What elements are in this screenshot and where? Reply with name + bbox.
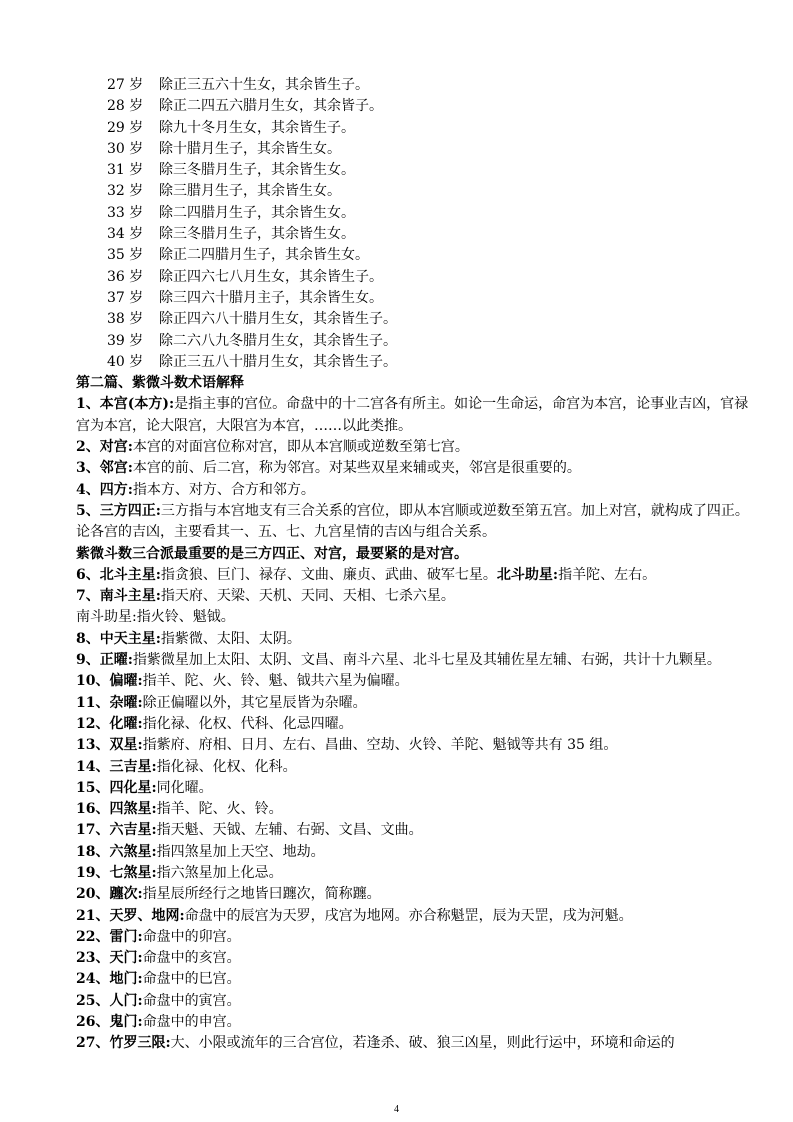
emphasis-line: 紫微斗数三合派最重要的是三方四正、对宫，最要紧的是对宫。	[76, 545, 468, 562]
term-25	[76, 991, 758, 1012]
term-label: 26、鬼门:	[76, 1014, 143, 1031]
term-21	[76, 906, 758, 927]
age-label: 38 岁	[107, 311, 144, 328]
term-7	[76, 586, 758, 607]
term-label: 27、竹罗三限:	[76, 1035, 171, 1052]
age-label: 34 岁	[107, 226, 144, 243]
age-row	[76, 160, 758, 181]
term-4	[76, 480, 758, 501]
term-definition: 指四煞星加上天空、地劫。	[156, 843, 325, 860]
term-definition: 指天魁、天钺、左辅、右弼、文昌、文曲。	[156, 822, 423, 839]
term-definition: 指羊、陀、火、铃、魁、钺共六星为偏曜。	[142, 673, 409, 690]
term-definition: 指本方、对方、合方和邻方。	[132, 481, 315, 498]
age-label: 39 岁	[107, 332, 144, 349]
term-definition: 命盘中的寅宫。	[142, 992, 241, 1009]
term-definition: 命盘中的辰宫为天罗，戌宫为地网。亦合称魁罡，辰为天罡，戌为河魁。	[184, 907, 633, 924]
age-rule-text: 除二四腊月生子，其余皆生女。	[159, 204, 355, 221]
age-rule-text: 除正三五六十生女，其余皆生子。	[159, 77, 369, 93]
term-6	[76, 565, 758, 586]
term-22	[76, 927, 758, 948]
age-row	[76, 96, 758, 117]
term-definition: 指六煞星加上化忌。	[156, 864, 283, 881]
term-definition: 指羊、陀、火、铃。	[156, 801, 283, 818]
term-label: 4、四方:	[76, 481, 133, 498]
term-definition: 同化曜。	[156, 779, 213, 796]
term-26	[76, 1012, 758, 1033]
term-label: 17、六吉星:	[76, 822, 157, 839]
term-definition: 命盘中的申宫。	[142, 1014, 241, 1031]
term-label: 21、天罗、地网:	[76, 907, 185, 924]
age-row	[76, 181, 758, 202]
term-10	[76, 671, 758, 692]
age-row	[76, 267, 758, 288]
term-label: 18、六煞星:	[76, 843, 157, 860]
age-row	[76, 118, 758, 139]
age-label: 28 岁	[107, 98, 144, 115]
term-15	[76, 778, 758, 799]
term-definition: 指贪狼、巨门、禄存、文曲、廉贞、武曲、破军七星。	[160, 566, 497, 583]
age-rule-text: 除二六八九冬腊月生女，其余皆生子。	[159, 332, 397, 349]
term-19	[76, 863, 758, 884]
term-11	[76, 693, 758, 714]
age-label: 27 岁	[107, 77, 144, 93]
term-20	[76, 884, 758, 905]
term-13	[76, 735, 758, 756]
age-table	[76, 75, 758, 373]
term-label: 25、人门:	[76, 992, 143, 1009]
term-24	[76, 969, 758, 990]
age-rule-text: 除三腊月生子，其余皆生女。	[159, 183, 341, 200]
age-label: 30 岁	[107, 140, 144, 157]
term-16	[76, 799, 758, 820]
term-5	[76, 501, 758, 544]
term-label: 7、南斗主星:	[76, 588, 161, 605]
term-definition: 指化禄、化权、代科、化忌四曜。	[142, 715, 353, 732]
term-9	[76, 650, 758, 671]
age-rule-text: 除三冬腊月生子，其余皆生女。	[159, 226, 355, 243]
term-definition: 是指主事的宫位。命盘中的十二宫各有所主。如论一生命运，命宫为本宫，论事业吉凶，官禄宫为本宫，论大限宫，大限宫为本宫，……以此类推。	[76, 396, 749, 434]
term-1	[76, 394, 758, 437]
term-definition: 指星辰所经行之地皆曰躔次，简称躔。	[142, 886, 381, 903]
term-label: 15、四化星:	[76, 779, 157, 796]
term-18	[76, 842, 758, 863]
term-label: 16、四煞星:	[76, 801, 157, 818]
term-label: 8、中天主星:	[76, 630, 161, 647]
section-heading: 第二篇、紫微斗数术语解释	[76, 375, 244, 392]
term-27	[76, 1033, 758, 1054]
term-label: 11、杂曜:	[76, 694, 143, 711]
age-label: 36 岁	[107, 268, 144, 285]
age-row	[76, 75, 758, 96]
age-label: 40 岁	[107, 353, 144, 370]
term-label: 24、地门:	[76, 971, 143, 988]
term-label: 3、邻宫:	[76, 460, 133, 477]
term-definition: 指紫微星加上太阳、太阴、文昌、南斗六星、北斗七星及其辅佐星左辅、右弼，共计十九颗星。	[132, 652, 721, 669]
age-row	[76, 309, 758, 330]
age-label: 35 岁	[107, 247, 144, 264]
term-definition: 除正偏曜以外，其它星辰皆为杂曜。	[142, 694, 367, 711]
age-label: 29 岁	[107, 119, 144, 136]
age-row	[76, 203, 758, 224]
term-label: 12、化曜:	[76, 715, 143, 732]
term-definition: 指天府、天梁、天机、天同、天相、七杀六星。	[160, 588, 455, 605]
term-2	[76, 437, 758, 458]
term-label: 北斗助星:	[496, 566, 559, 583]
term-definition: 指化禄、化权、化科。	[156, 758, 297, 775]
term-label: 10、偏曜:	[76, 673, 143, 690]
term-definition: 本宫的对面宫位称对宫，即从本宫顺或逆数至第七宫。	[132, 439, 469, 456]
age-label: 31 岁	[107, 162, 144, 179]
age-rule-text: 除三四六十腊月主子，其余皆生女。	[159, 289, 383, 306]
term-definition: 大、小限或流年的三合宫位，若逢杀、破、狼三凶星，则此行运中，环境和命运的	[170, 1035, 675, 1052]
term-label: 1、本宫(本方):	[76, 396, 175, 413]
term-label: 5、三方四正:	[76, 502, 161, 519]
age-row	[76, 224, 758, 245]
term-definition: 本宫的前、后二宫，称为邻宫。对某些双星来辅或夹，邻宫是很重要的。	[132, 460, 581, 477]
age-rule-text: 除九十冬月生女，其余皆生子。	[159, 119, 355, 136]
age-row	[76, 352, 758, 373]
term-definition: 命盘中的卯宫。	[142, 928, 241, 945]
age-row	[76, 288, 758, 309]
age-rule-text: 除正四六八十腊月生女，其余皆生子。	[159, 311, 397, 328]
age-row	[76, 331, 758, 352]
age-label: 37 岁	[107, 289, 144, 306]
term-definition: 三方指与本宫地支有三合关系的宫位，即从本宫顺或逆数至第五宫。加上对宫，就构成了四正。论各宫的吉凶，主要看其一、五、七、九宫星情的吉凶与组合关系。	[76, 502, 749, 541]
term-label: 22、雷门:	[76, 928, 143, 945]
term-3	[76, 458, 758, 479]
age-row	[76, 245, 758, 266]
term-14	[76, 757, 758, 778]
term-label: 13、双星:	[76, 737, 143, 754]
age-rule-text: 除正三五八十腊月生女，其余皆生子。	[159, 353, 397, 370]
document-page	[76, 75, 758, 1055]
age-rule-text: 除正二四腊月生子，其余皆生女。	[159, 247, 369, 264]
page-number: 4	[394, 1104, 399, 1115]
term-label: 2、对宫:	[76, 439, 133, 456]
term-definition: 指紫府、府相、日月、左右、昌曲、空劫、火铃、羊陀、魁钺等共有 35 组。	[142, 737, 618, 754]
term-label: 9、正曜:	[76, 652, 133, 669]
age-rule-text: 除正四六七八月生女，其余皆生子。	[159, 268, 383, 285]
term-definition: 指羊陀、左右。	[558, 566, 657, 583]
age-label: 33 岁	[107, 204, 144, 221]
term-label: 20、躔次:	[76, 886, 143, 903]
age-rule-text: 除十腊月生子，其余皆生女。	[159, 140, 341, 157]
term-17	[76, 820, 758, 841]
age-rule-text: 除正二四五六腊月生女，其余皆子。	[159, 98, 383, 115]
term-definition: 命盘中的巳宫。	[142, 971, 241, 988]
term-7-helper: 南斗助星:指火铃、魁钺。	[76, 609, 235, 626]
term-label: 14、三吉星:	[76, 758, 157, 775]
age-row	[76, 139, 758, 160]
term-label: 23、天门:	[76, 950, 143, 967]
age-rule-text: 除三冬腊月生子，其余皆生女。	[159, 162, 355, 179]
term-definition: 指紫微、太阳、太阴。	[160, 630, 301, 647]
term-definition: 命盘中的亥宫。	[142, 950, 241, 967]
term-12	[76, 714, 758, 735]
term-23	[76, 948, 758, 969]
term-label: 6、北斗主星:	[76, 566, 161, 583]
term-8	[76, 629, 758, 650]
age-label: 32 岁	[107, 183, 144, 200]
term-label: 19、七煞星:	[76, 864, 157, 881]
